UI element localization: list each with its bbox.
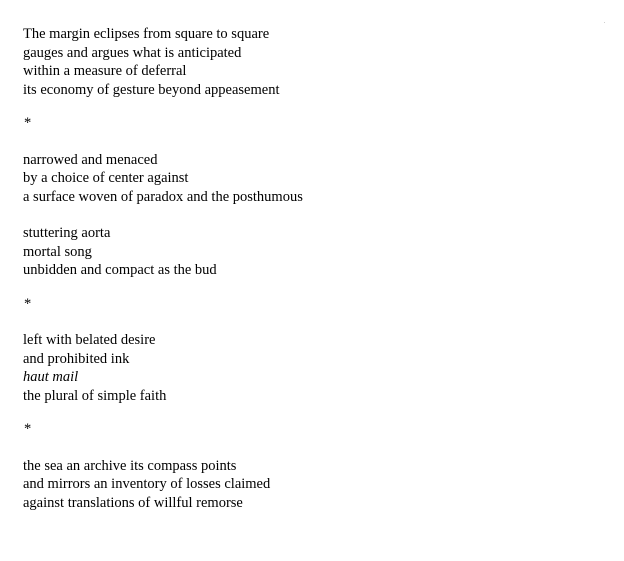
stanza-spacer [23,99,303,114]
stanza-spacer [23,439,303,457]
poem-line: The margin eclipses from square to square [23,26,270,42]
section-divider: * [24,421,32,437]
poem-line: unbidden and compact as the bud [23,262,217,278]
poem-line: and prohibited ink [23,350,130,367]
stanza-2 [23,151,303,207]
poem-line-italic: haut mail [23,369,79,385]
stanza-spacer [23,280,303,295]
poem-line: the sea an archive its compass points [23,457,237,474]
poem-line: a surface woven of paradox and the posthumous [23,188,303,205]
poem-line: and mirrors an inventory of losses claimed [23,476,271,492]
poem-line: within a measure of deferral [23,63,187,79]
poem-line: by a choice of center against [23,170,189,186]
poem-line: gauges and argues what is anticipated [23,44,242,61]
stanza-5 [23,457,303,513]
poem-line: left with belated desire [23,332,156,348]
poem-line: stuttering aorta [23,225,111,241]
poem-line: its economy of gesture beyond appeasement [23,81,280,98]
stanza-spacer [23,313,303,331]
section-divider: * [24,115,32,131]
stanza-spacer [23,133,303,151]
stanza-4 [23,331,303,405]
poem-text [23,25,303,512]
stanza-1 [23,25,303,99]
poem-line: against translations of willful remorse [23,494,243,511]
poem-line: the plural of simple faith [23,387,167,404]
corner-artifact [604,22,605,23]
section-divider: * [24,295,32,312]
stanza-spacer [23,405,303,420]
poem-line: narrowed and menaced [23,151,158,168]
poem-line: mortal song [23,243,92,260]
stanza-3 [23,224,303,280]
stanza-spacer [23,206,303,224]
